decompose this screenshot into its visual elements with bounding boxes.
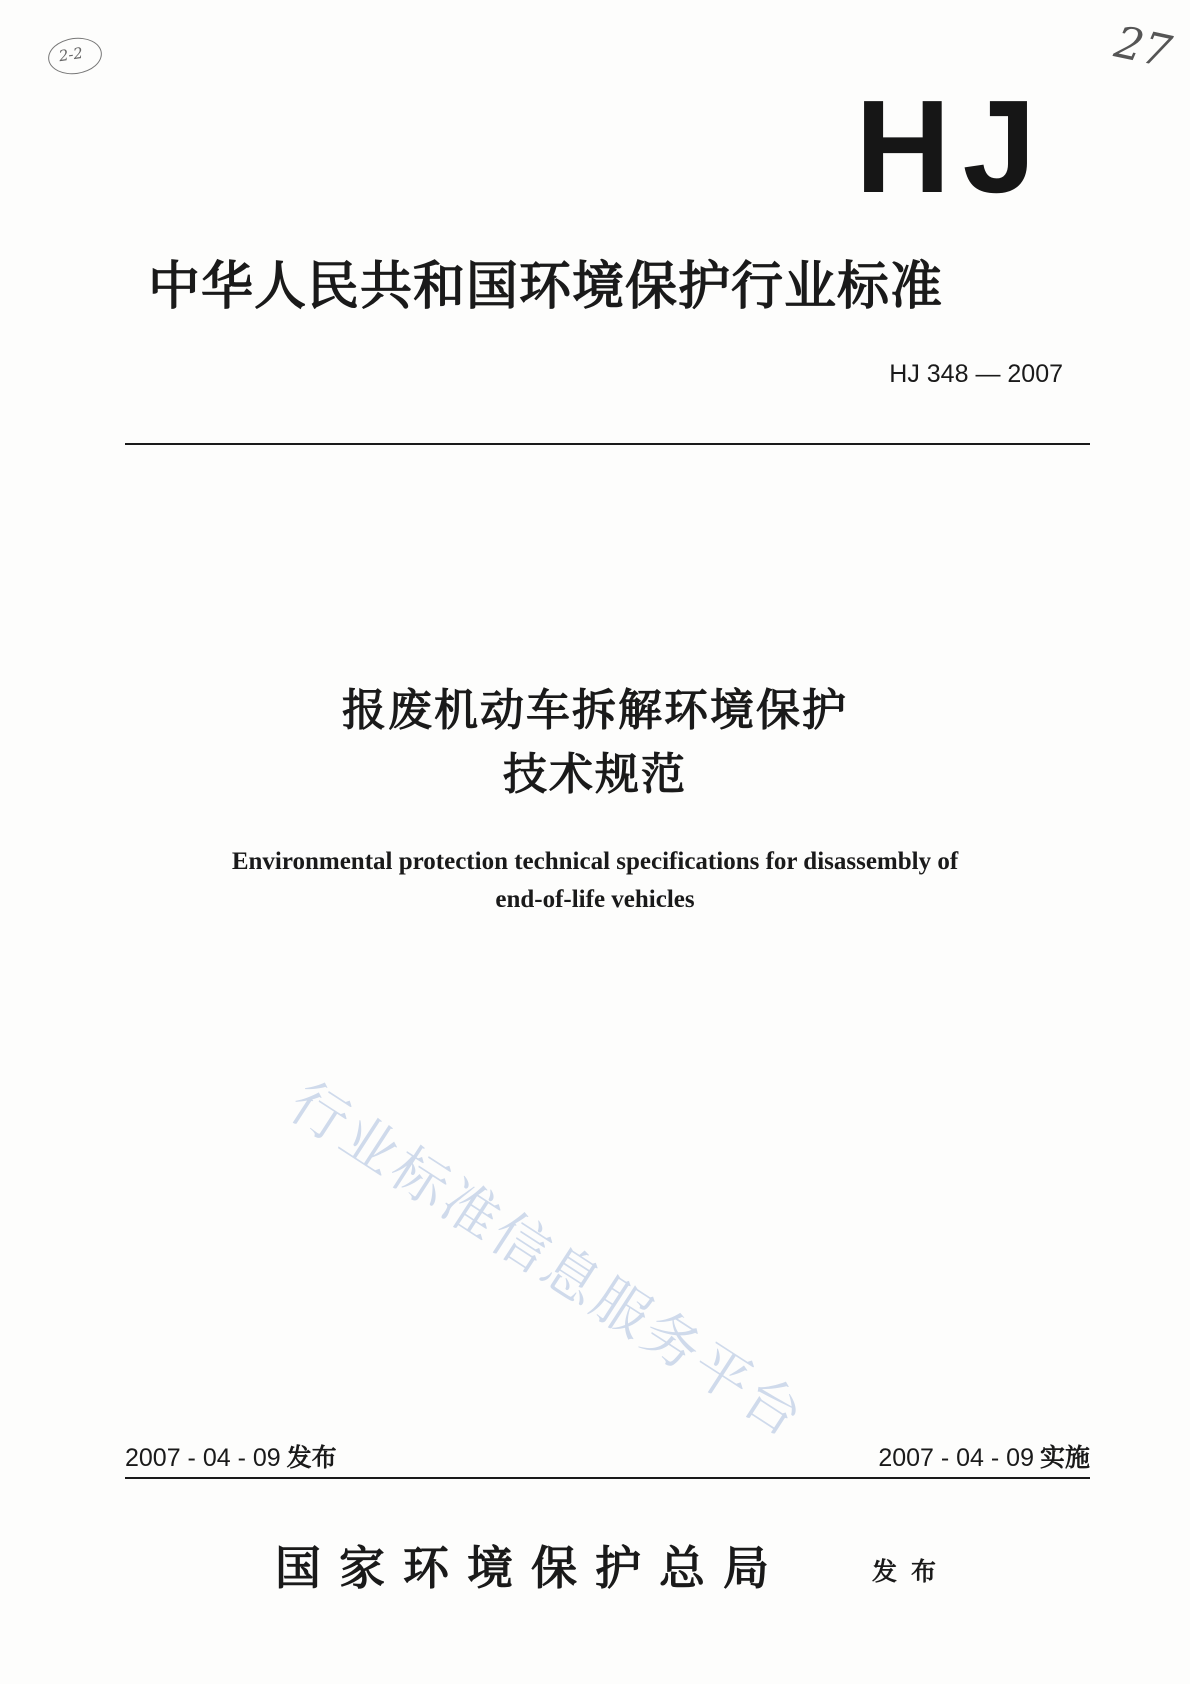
publisher-suffix: 发布 bbox=[872, 1557, 951, 1586]
bottom-divider bbox=[125, 1477, 1090, 1479]
implementation-date-label: 实施 bbox=[1039, 1444, 1090, 1472]
handwritten-circle-note bbox=[46, 34, 104, 77]
standard-number: HJ 348 — 2007 bbox=[889, 360, 1063, 388]
issue-date bbox=[125, 1438, 337, 1474]
implementation-date-value: 2007 - 04 - 09 bbox=[878, 1444, 1034, 1472]
handwritten-circle-text: 2-2 bbox=[57, 43, 85, 66]
publisher-name: 国家环境保护总局 bbox=[275, 1541, 787, 1595]
watermark: 行业标准信息服务平台 bbox=[278, 1070, 817, 1452]
top-divider bbox=[125, 443, 1090, 445]
standard-category-title: 中华人民共和国环境保护行业标准 bbox=[148, 257, 944, 317]
title-en-line1: Environmental protection technical specifications for disassembly of bbox=[231, 848, 959, 875]
issue-date-value: 2007 - 04 - 09 bbox=[125, 1444, 281, 1472]
title-en-line2: end-of-life vehicles bbox=[495, 886, 695, 913]
implementation-date bbox=[878, 1438, 1090, 1474]
title-cn-line1: 报废机动车拆解环境保护 bbox=[342, 685, 848, 736]
title-cn-line2: 技术规范 bbox=[503, 749, 687, 800]
issue-date-label: 发布 bbox=[286, 1444, 337, 1472]
handwritten-corner-mark: 27 bbox=[1110, 16, 1176, 79]
hj-logo: HJ bbox=[855, 73, 1048, 220]
